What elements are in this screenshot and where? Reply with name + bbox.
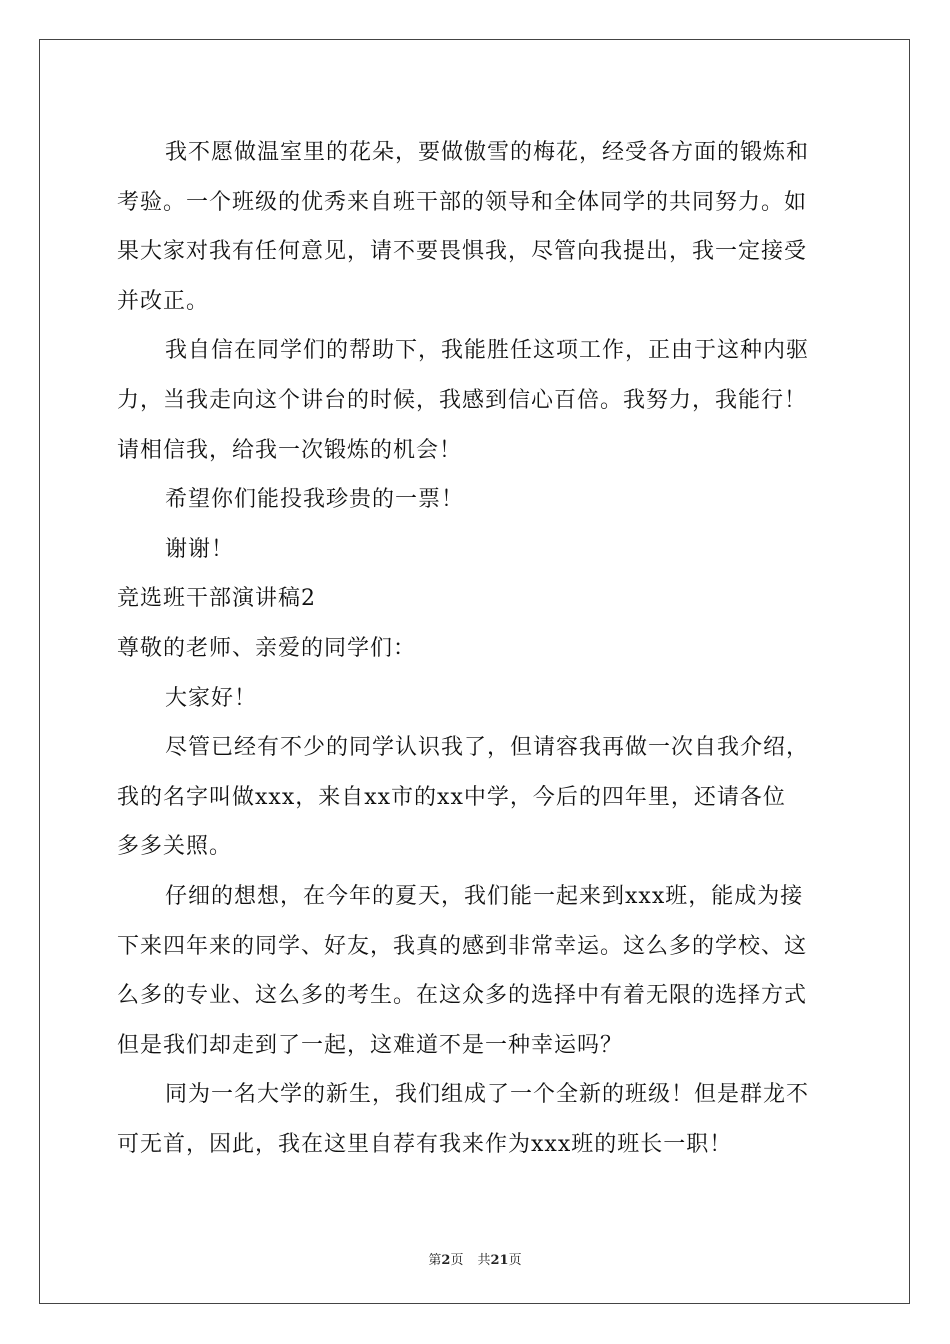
paragraph-line: 么多的专业、这么多的考生。在这众多的选择中有着无限的选择方式 xyxy=(117,983,808,1009)
paragraph-line: 谢谢！ xyxy=(165,536,235,562)
paragraph-line: 力，当我走向这个讲台的时候，我感到信心百倍。我努力，我能行！ xyxy=(117,387,808,413)
greeting: 大家好！ xyxy=(165,685,258,711)
paragraph-line: 并改正。 xyxy=(117,288,210,314)
paragraph-line: 多多关照。 xyxy=(117,834,233,860)
salutation: 尊敬的老师、亲爱的同学们： xyxy=(117,635,417,661)
paragraph-line: 同为一名大学的新生，我们组成了一个全新的班级！但是群龙不 xyxy=(165,1082,810,1108)
paragraph-line: 下来四年来的同学、好友，我真的感到非常幸运。这么多的学校、这 xyxy=(117,933,808,959)
paragraph-line: 但是我们却走到了一起，这难道不是一种幸运吗？ xyxy=(117,1032,624,1058)
section-title: 竞选班干部演讲稿2 xyxy=(117,586,316,612)
paragraph-line: 果大家对我有任何意见，请不要畏惧我，尽管向我提出，我一定接受 xyxy=(117,239,808,265)
paragraph-line: 可无首，因此，我在这里自荐有我来作为xxx班的班长一职！ xyxy=(117,1131,733,1157)
paragraph-line: 尽管已经有不少的同学认识我了，但请容我再做一次自我介绍， xyxy=(165,735,810,761)
page-footer xyxy=(0,1249,950,1268)
page-prefix: 第 xyxy=(428,1253,442,1268)
document-body xyxy=(117,128,837,1169)
total-suffix: 页 xyxy=(508,1253,522,1268)
paragraph-line: 我的名字叫做xxx，来自xx市的xx中学，今后的四年里，还请各位 xyxy=(117,784,786,810)
paragraph-line: 希望你们能投我珍贵的一票！ xyxy=(165,487,465,513)
page-number: 2 xyxy=(441,1253,451,1268)
paragraph-line: 考验。一个班级的优秀来自班干部的领导和全体同学的共同努力。如 xyxy=(117,189,808,215)
paragraph-line: 我不愿做温室里的花朵，要做傲雪的梅花，经受各方面的锻炼和 xyxy=(165,140,810,165)
total-pages: 21 xyxy=(490,1253,509,1268)
paragraph-line: 仔细的想想，在今年的夏天，我们能一起来到xxx班，能成为接 xyxy=(165,883,804,909)
page-suffix: 页 xyxy=(450,1253,464,1268)
paragraph-line: 我自信在同学们的帮助下，我能胜任这项工作，正由于这种内驱 xyxy=(165,338,810,364)
paragraph-line: 请相信我，给我一次锻炼的机会！ xyxy=(117,437,463,463)
total-prefix: 共 xyxy=(477,1253,491,1268)
